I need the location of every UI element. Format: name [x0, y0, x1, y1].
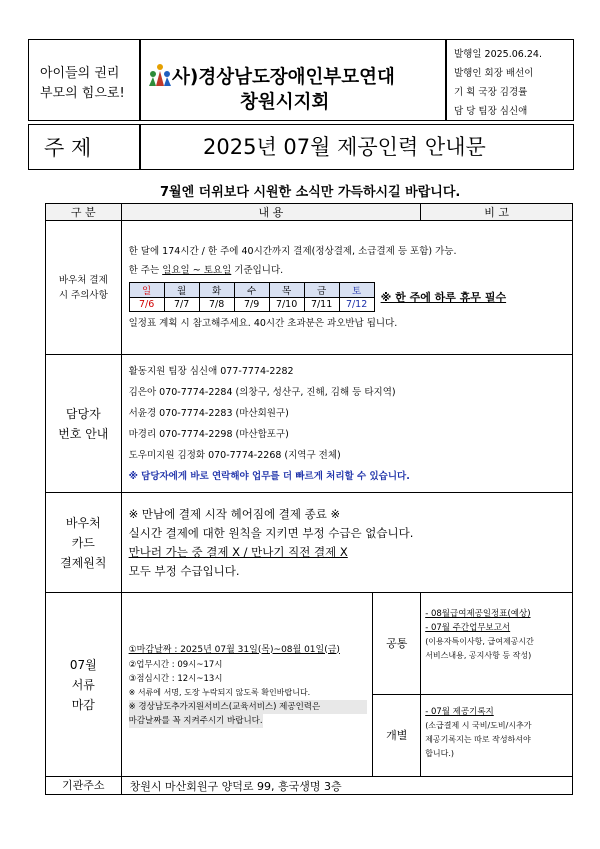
day-name: 토: [339, 283, 374, 298]
payment-label-line1: 바우처: [65, 515, 101, 530]
voucher-label: [46, 221, 122, 355]
common-content: [421, 593, 573, 695]
subject-title: 2025년 07월 제공인력 안내문: [203, 135, 486, 159]
subject-divider: [139, 124, 141, 170]
day-name: 목: [269, 283, 304, 298]
voucher-line1: 한 달에 174시간 / 한 주에 40시간까지 결제(정상결제, 소급결제 등 포함) 가능.: [128, 246, 457, 257]
deadline-line5: ※ 경상남도추가지원서비스(교육서비스) 제공인력은: [129, 700, 368, 714]
manager: 담 당 팀장 심신애: [454, 106, 528, 117]
day-name: 화: [199, 283, 234, 298]
slogan-line1: 아이들의 권리: [40, 66, 120, 81]
common-note-line1: (이용자특이사항, 급여제공시간: [425, 637, 534, 646]
individual-label: 개별: [373, 695, 421, 777]
deadline-row-common: [46, 593, 573, 695]
common-label: 공통: [373, 593, 421, 695]
common-note-line2: 서비스내용, 공지사항 등 작성): [425, 651, 532, 660]
header-remarks: 비 고: [421, 204, 573, 221]
contact-item: 도우미지원 김정화 070-7774-2268 (지역구 전체): [128, 449, 341, 461]
address-value: 창원시 마산회원구 양덕로 99, 흥국생명 3층: [121, 777, 572, 795]
common-item: - 07월 주간업무보고서: [425, 623, 511, 633]
voucher-row: [46, 221, 573, 355]
week-calendar: [129, 282, 375, 312]
header-divider-right: [445, 39, 447, 121]
day-date: 7/11: [304, 298, 339, 312]
common-item: - 08월급여제공일정표(예상): [425, 609, 531, 619]
day-name: 수: [234, 283, 269, 298]
day-name: 금: [304, 283, 339, 298]
day-name: 월: [164, 283, 199, 298]
payment-label: [46, 493, 122, 593]
deadline-line2: ②업무시간 : 09시~17시: [128, 659, 223, 670]
voucher-line2: [129, 261, 567, 280]
deadline-line4: ※ 서류에 서명, 도장 누락되지 않도록 확인바랍니다.: [128, 687, 311, 697]
deadline-label-line1: 07월: [69, 657, 97, 672]
deadline-label-line2: 서류: [71, 677, 95, 692]
voucher-line4: 일정표 계획 시 참고해주세요. 40시간 초과분은 과오반납 됩니다.: [128, 318, 398, 329]
deadline-content: [121, 593, 373, 777]
individual-note-line1: (소급결제 시 국비/도비/시추가: [425, 721, 532, 730]
contacts-label-line2: 번호 안내: [58, 426, 109, 441]
individual-note-line2: 제공기록지는 따로 작성하셔야: [425, 735, 531, 744]
publisher: 발행인 회장 배선이: [454, 68, 534, 79]
contacts-content: [121, 355, 572, 493]
table-header-row: [46, 204, 573, 221]
contacts-label-line1: 담당자: [65, 406, 101, 421]
contacts-row: [46, 355, 573, 493]
individual-item: - 07월 제공기록지: [425, 707, 494, 717]
payment-line4: 모두 부정 수급입니다.: [128, 563, 240, 578]
contacts-label: [46, 355, 122, 493]
day-date: 7/9: [234, 298, 269, 312]
issue-date: 발행일 2025.06.24.: [454, 49, 542, 60]
contacts-note: ※ 담당자에게 바로 연락해야 업무를 더 빠르게 처리할 수 있습니다.: [128, 470, 410, 482]
header-content: 내 용: [121, 204, 421, 221]
main-table: [45, 203, 573, 795]
deadline-label: [46, 593, 122, 777]
day-date: 7/6: [129, 298, 164, 312]
day-date: 7/10: [269, 298, 304, 312]
deadline-line6: 마감날짜를 꼭 지켜주시기 바랍니다.: [128, 715, 263, 726]
greeting-text: 7월엔 더위보다 시원한 소식만 가득하시길 바랍니다.: [160, 185, 461, 200]
deadline-line3: ③점심시간 : 12시~13시: [128, 673, 223, 684]
slogan-line2: 부모의 힘으로!: [40, 86, 125, 101]
day-name: 일: [129, 283, 164, 298]
voucher-label-line2: 시 주의사항: [58, 289, 108, 301]
contact-item: 마경리 070-7774-2298 (마산합포구): [128, 428, 289, 440]
payment-line3: 만나러 가는 중 결제 X / 만나기 직전 결제 X: [128, 544, 348, 559]
header-category: 구 분: [46, 204, 122, 221]
planner: 기 획 국장 김경률: [454, 87, 528, 98]
contact-item: 서윤경 070-7774-2283 (마산회원구): [128, 407, 289, 419]
address-row: [46, 777, 573, 795]
header-divider-left: [139, 39, 141, 121]
day-date: 7/8: [199, 298, 234, 312]
org-name: 사)경상남도장애인부모연대: [172, 67, 395, 88]
individual-content: [421, 695, 573, 777]
org-branch: 창원시지회: [240, 92, 330, 113]
voucher-line2-prefix: 한 주는: [128, 265, 163, 276]
address-label: 기관주소: [46, 777, 122, 795]
subject-label: 주 제: [44, 136, 92, 160]
day-date: 7/7: [164, 298, 199, 312]
contact-item: 활동지원 팀장 심신애 077-7774-2282: [128, 365, 294, 377]
voucher-label-line1: 바우처 결제: [58, 274, 108, 286]
payment-row: [46, 493, 573, 593]
rest-day-note: ※ 한 주에 하루 휴무 필수: [380, 291, 507, 304]
payment-content: [121, 493, 572, 593]
payment-line1: ※ 만남에 결제 시작 헤어짐에 결제 종료 ※: [128, 506, 341, 521]
week-calendar-block: [129, 280, 567, 314]
deadline-label-line3: 마감: [71, 697, 95, 712]
voucher-week-range: 일요일 ~ 토요일: [162, 265, 232, 276]
individual-note-line3: 합니다.): [425, 749, 455, 758]
voucher-content: [121, 221, 572, 355]
contact-item: 김은아 070-7774-2284 (의창구, 성산구, 진해, 김해 등 타지역): [128, 386, 396, 398]
day-date: 7/12: [339, 298, 374, 312]
payment-label-line2: 카드: [71, 535, 95, 550]
payment-line2: 실시간 결제에 대한 원칙을 지키면 부정 수급은 없습니다.: [128, 525, 414, 540]
org-logo-icon: [147, 62, 173, 88]
voucher-line2-suffix: 기준입니다.: [231, 265, 284, 276]
deadline-line1: ①마감날짜 : 2025년 07월 31일(목)~08월 01일(금): [128, 644, 340, 655]
payment-label-line3: 결제원칙: [60, 555, 107, 570]
